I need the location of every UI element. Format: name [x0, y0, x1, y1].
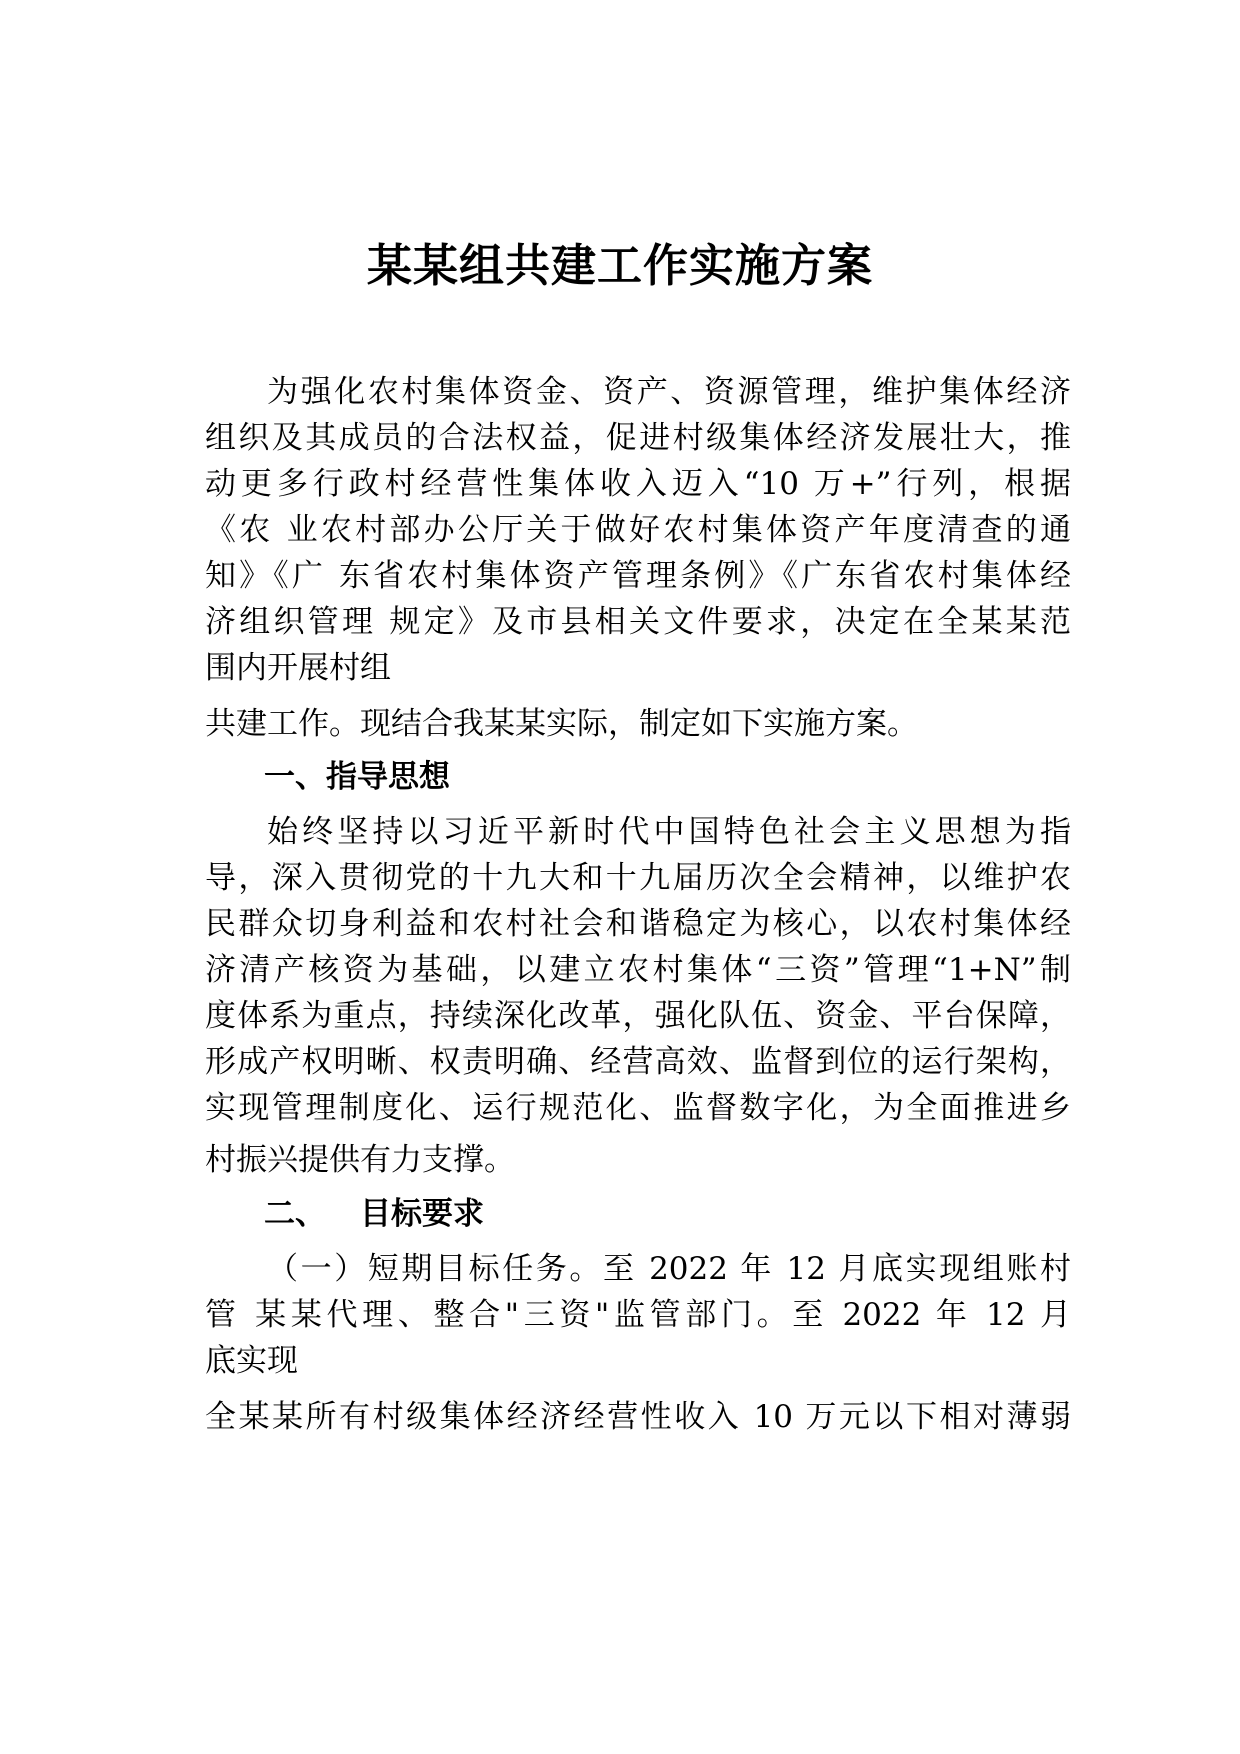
section2-heading-number: 二、	[264, 1196, 326, 1232]
intro-line-5: 知》《广 东省农村集体资产管理条例》《广东省农村集体经	[205, 558, 1071, 594]
section1-line-7: 实现管理制度化、运行规范化、监督数字化，为全面推进乡	[205, 1090, 1071, 1126]
section2-line-1: （一）短期目标任务。至 2022 年 12 月底实现组账村	[267, 1251, 1071, 1287]
section2-heading-text: 目标要求	[360, 1196, 484, 1232]
section1-line-3: 民群众切身利益和农村社会和谐稳定为核心，以农村集体经	[205, 906, 1071, 942]
document-title: 某某组共建工作实施方案	[366, 239, 873, 292]
section1-line-2: 导，深入贯彻党的十九大和十九届历次全会精神，以维护农	[205, 860, 1071, 896]
section1-line-8: 村振兴提供有力支撑。	[205, 1142, 515, 1178]
intro-line-7: 围内开展村组	[205, 650, 391, 686]
section-heading-guiding-ideology: 一、指导思想	[264, 759, 450, 795]
intro-tail: 共建工作。现结合我某某实际，制定如下实施方案。	[205, 706, 918, 742]
intro-line-4: 《农 业农村部办公厅关于做好农村集体资产年度清查的通	[205, 512, 1071, 548]
section-heading-goals	[264, 1190, 484, 1238]
section2-line-2: 管 某某代理、整合"三资"监管部门。至 2022 年 12 月	[205, 1297, 1071, 1333]
section1-line-4: 济清产核资为基础，以建立农村集体“三资”管理“1+N”制	[205, 952, 1071, 988]
intro-line-3: 动更多行政村经营性集体收入迈入“10 万+”行列，根据	[205, 466, 1071, 502]
section1-line-5: 度体系为重点，持续深化改革，强化队伍、资金、平台保障，	[205, 998, 1071, 1034]
section1-line-1: 始终坚持以习近平新时代中国特色社会主义思想为指	[267, 814, 1071, 850]
intro-line-6: 济组织管理 规定》及市县相关文件要求，决定在全某某范	[205, 604, 1071, 640]
section2-line-3: 底实现	[205, 1343, 298, 1379]
section1-line-6: 形成产权明晰、权责明确、经营高效、监督到位的运行架构，	[205, 1044, 1071, 1080]
section2-line-4: 全某某所有村级集体经济经营性收入 10 万元以下相对薄弱	[205, 1399, 1071, 1435]
intro-line-2: 组织及其成员的合法权益，促进村级集体经济发展壮大，推	[205, 420, 1071, 456]
intro-line-1: 为强化农村集体资金、资产、资源管理，维护集体经济	[267, 374, 1071, 410]
